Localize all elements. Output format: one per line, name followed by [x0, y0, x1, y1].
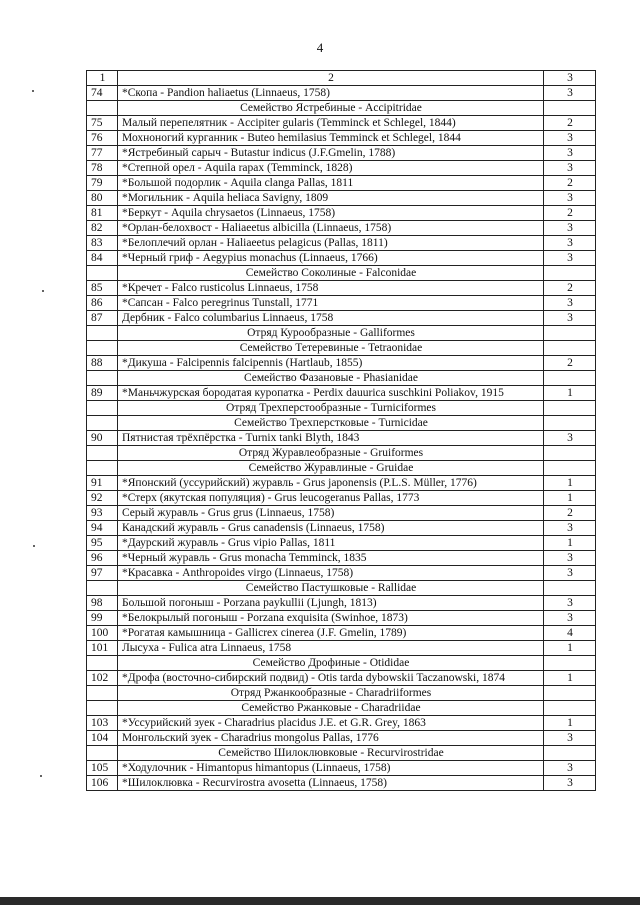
section-cat-cell: [544, 746, 596, 761]
table-row: [87, 221, 596, 236]
species-name: *Черный гриф - Aegypius monachus (Linnaeus, 1766): [118, 251, 544, 266]
species-name: Мохноногий курганник - Buteo hemilasius Temminck et Schlegel, 1844: [118, 131, 544, 146]
section-row: [87, 416, 596, 431]
species-name: Пятнистая трёхпёрстка - Turnix tanki Blyth, 1843: [118, 431, 544, 446]
section-num-cell: [87, 701, 118, 716]
species-number: 86: [87, 296, 118, 311]
species-category: 2: [544, 116, 596, 131]
section-row: [87, 326, 596, 341]
species-name: *Японский (уссурийский) журавль - Grus japonensis (P.L.S. Müller, 1776): [118, 476, 544, 491]
section-num-cell: [87, 746, 118, 761]
section-cat-cell: [544, 461, 596, 476]
section-row: [87, 701, 596, 716]
species-name: *Рогатая камышница - Gallicrex cinerea (J.F. Gmelin, 1789): [118, 626, 544, 641]
table-row: [87, 356, 596, 371]
species-category: 3: [544, 236, 596, 251]
species-category: 2: [544, 356, 596, 371]
section-cat-cell: [544, 656, 596, 671]
species-name: *Большой подорлик - Aquila clanga Pallas, 1811: [118, 176, 544, 191]
species-name: *Кречет - Falco rusticolus Linnaeus, 1758: [118, 281, 544, 296]
section-cat-cell: [544, 326, 596, 341]
table-row: [87, 551, 596, 566]
section-title: Семейство Тетеревиные - Tetraonidae: [118, 341, 544, 356]
species-name: *Скопа - Pandion haliaetus (Linnaeus, 1758): [118, 86, 544, 101]
section-num-cell: [87, 656, 118, 671]
species-category: 3: [544, 161, 596, 176]
species-number: 77: [87, 146, 118, 161]
species-number: 99: [87, 611, 118, 626]
page-number: 4: [316, 40, 324, 55]
section-cat-cell: [544, 701, 596, 716]
species-category: 3: [544, 566, 596, 581]
table-row: [87, 131, 596, 146]
species-number: 80: [87, 191, 118, 206]
species-number: 103: [87, 716, 118, 731]
species-name: Лысуха - Fulica atra Linnaeus, 1758: [118, 641, 544, 656]
species-name: *Шилоклювка - Recurvirostra avosetta (Linnaeus, 1758): [118, 776, 544, 791]
species-category: 3: [544, 731, 596, 746]
species-category: 2: [544, 281, 596, 296]
table-row: [87, 596, 596, 611]
section-row: [87, 101, 596, 116]
species-number: 101: [87, 641, 118, 656]
margin-mark: [40, 775, 42, 777]
section-num-cell: [87, 401, 118, 416]
table-row: [87, 146, 596, 161]
species-category: 3: [544, 296, 596, 311]
species-category: 3: [544, 611, 596, 626]
species-category: 3: [544, 761, 596, 776]
species-name: Малый перепелятник - Accipiter gularis (Temminck et Schlegel, 1844): [118, 116, 544, 131]
species-number: 83: [87, 236, 118, 251]
section-title: Семейство Фазановые - Phasianidae: [118, 371, 544, 386]
section-num-cell: [87, 101, 118, 116]
table-row: [87, 641, 596, 656]
species-number: 75: [87, 116, 118, 131]
section-row: [87, 656, 596, 671]
table-row: [87, 611, 596, 626]
table-row: [87, 296, 596, 311]
species-category: 3: [544, 551, 596, 566]
header-num: 1: [87, 71, 118, 86]
species-name: *Ходулочник - Himantopus himantopus (Linnaeus, 1758): [118, 761, 544, 776]
section-cat-cell: [544, 401, 596, 416]
section-title: Семейство Журавлиные - Gruidae: [118, 461, 544, 476]
species-number: 90: [87, 431, 118, 446]
species-category: 4: [544, 626, 596, 641]
section-row: [87, 746, 596, 761]
species-category: 3: [544, 311, 596, 326]
table-row: [87, 191, 596, 206]
table-row: [87, 566, 596, 581]
section-title: Отряд Трехперстообразные - Turniciformes: [118, 401, 544, 416]
section-cat-cell: [544, 266, 596, 281]
table-row: [87, 536, 596, 551]
section-title: Отряд Журавлеобразные - Gruiformes: [118, 446, 544, 461]
section-num-cell: [87, 326, 118, 341]
species-number: 98: [87, 596, 118, 611]
table-row: [87, 491, 596, 506]
species-category: 1: [544, 641, 596, 656]
species-name: *Белокрылый погоныш - Porzana exquisita (Swinhoe, 1873): [118, 611, 544, 626]
species-number: 82: [87, 221, 118, 236]
species-name: *Беркут - Aquila chrysaetos (Linnaeus, 1758): [118, 206, 544, 221]
species-category: 1: [544, 716, 596, 731]
table-row: [87, 281, 596, 296]
species-category: 2: [544, 176, 596, 191]
species-category: 1: [544, 476, 596, 491]
section-title: Семейство Шилоклювковые - Recurvirostridae: [118, 746, 544, 761]
species-name: *Даурский журавль - Grus vipio Pallas, 1811: [118, 536, 544, 551]
section-cat-cell: [544, 341, 596, 356]
species-number: 88: [87, 356, 118, 371]
section-cat-cell: [544, 686, 596, 701]
species-number: 104: [87, 731, 118, 746]
section-title: Семейство Дрофиные - Otididae: [118, 656, 544, 671]
table-row: [87, 251, 596, 266]
species-category: 3: [544, 431, 596, 446]
species-category: 3: [544, 521, 596, 536]
species-number: 91: [87, 476, 118, 491]
section-title: Отряд Ржанкообразные - Charadriiformes: [118, 686, 544, 701]
species-number: 92: [87, 491, 118, 506]
species-category: 1: [544, 386, 596, 401]
table-row: [87, 731, 596, 746]
section-title: Семейство Ястребиные - Accipitridae: [118, 101, 544, 116]
species-category: 1: [544, 536, 596, 551]
header-category: 3: [544, 71, 596, 86]
section-title: Семейство Соколиные - Falconidae: [118, 266, 544, 281]
species-table-body: [87, 71, 596, 791]
species-name: Монгольский зуек - Charadrius mongolus Pallas, 1776: [118, 731, 544, 746]
species-category: 3: [544, 596, 596, 611]
margin-mark: [32, 90, 34, 92]
species-category: 3: [544, 776, 596, 791]
table-row: [87, 206, 596, 221]
species-number: 95: [87, 536, 118, 551]
table-row: [87, 176, 596, 191]
species-name: *Красавка - Anthropoides virgo (Linnaeus, 1758): [118, 566, 544, 581]
species-category: 1: [544, 671, 596, 686]
table-row: [87, 236, 596, 251]
table-row: [87, 671, 596, 686]
species-number: 78: [87, 161, 118, 176]
species-number: 97: [87, 566, 118, 581]
section-num-cell: [87, 446, 118, 461]
species-name: *Дрофа (восточно-сибирский подвид) - Otis tarda dybowskii Taczanowski, 1874: [118, 671, 544, 686]
table-row: [87, 431, 596, 446]
table-row: [87, 761, 596, 776]
section-row: [87, 266, 596, 281]
species-number: 74: [87, 86, 118, 101]
species-name: *Могильник - Aquila heliaca Savigny, 1809: [118, 191, 544, 206]
section-cat-cell: [544, 581, 596, 596]
table-row: [87, 776, 596, 791]
scan-bottom-edge: [0, 897, 640, 905]
species-name: *Орлан-белохвост - Haliaeetus albicilla (Linnaeus, 1758): [118, 221, 544, 236]
species-name: Дербник - Falco columbarius Linnaeus, 1758: [118, 311, 544, 326]
section-title: Семейство Ржанковые - Charadriidae: [118, 701, 544, 716]
table-header-row: [87, 71, 596, 86]
species-number: 105: [87, 761, 118, 776]
section-cat-cell: [544, 416, 596, 431]
species-name: *Стерх (якутская популяция) - Grus leucogeranus Pallas, 1773: [118, 491, 544, 506]
table-row: [87, 716, 596, 731]
table-row: [87, 521, 596, 536]
section-title: Отряд Курообразные - Galliformes: [118, 326, 544, 341]
section-num-cell: [87, 416, 118, 431]
section-num-cell: [87, 341, 118, 356]
table-row: [87, 506, 596, 521]
species-category: 3: [544, 86, 596, 101]
species-number: 87: [87, 311, 118, 326]
species-number: 93: [87, 506, 118, 521]
table-row: [87, 116, 596, 131]
species-category: 3: [544, 146, 596, 161]
section-row: [87, 686, 596, 701]
species-number: 106: [87, 776, 118, 791]
section-num-cell: [87, 686, 118, 701]
species-number: 84: [87, 251, 118, 266]
header-name: 2: [118, 71, 544, 86]
section-title: Семейство Трехперстковые - Turnicidae: [118, 416, 544, 431]
section-title: Семейство Пастушковые - Rallidae: [118, 581, 544, 596]
species-name: Серый журавль - Grus grus (Linnaeus, 1758): [118, 506, 544, 521]
species-number: 89: [87, 386, 118, 401]
section-num-cell: [87, 461, 118, 476]
species-name: *Сапсан - Falco peregrinus Tunstall, 1771: [118, 296, 544, 311]
section-row: [87, 371, 596, 386]
species-number: 94: [87, 521, 118, 536]
table-row: [87, 86, 596, 101]
species-number: 79: [87, 176, 118, 191]
species-category: 3: [544, 251, 596, 266]
section-cat-cell: [544, 101, 596, 116]
margin-mark: [33, 545, 35, 547]
species-number: 100: [87, 626, 118, 641]
table-row: [87, 311, 596, 326]
section-row: [87, 341, 596, 356]
section-num-cell: [87, 371, 118, 386]
table-row: [87, 161, 596, 176]
section-num-cell: [87, 581, 118, 596]
species-number: 96: [87, 551, 118, 566]
species-name: *Маньчжурская бородатая куропатка - Perdix dauurica suschkini Poliakov, 1915: [118, 386, 544, 401]
species-number: 81: [87, 206, 118, 221]
species-name: *Черный журавль - Grus monacha Temminck, 1835: [118, 551, 544, 566]
section-row: [87, 446, 596, 461]
section-row: [87, 581, 596, 596]
species-category: 2: [544, 506, 596, 521]
table-row: [87, 476, 596, 491]
margin-mark: [42, 290, 44, 292]
table-row: [87, 626, 596, 641]
section-cat-cell: [544, 446, 596, 461]
table-row: [87, 386, 596, 401]
species-number: 85: [87, 281, 118, 296]
species-category: 1: [544, 491, 596, 506]
species-category: 2: [544, 206, 596, 221]
species-category: 3: [544, 131, 596, 146]
species-number: 76: [87, 131, 118, 146]
section-cat-cell: [544, 371, 596, 386]
species-number: 102: [87, 671, 118, 686]
section-row: [87, 461, 596, 476]
section-num-cell: [87, 266, 118, 281]
species-name: *Дикуша - Falcipennis falcipennis (Hartlaub, 1855): [118, 356, 544, 371]
species-name: Канадский журавль - Grus canadensis (Linnaeus, 1758): [118, 521, 544, 536]
species-category: 3: [544, 221, 596, 236]
species-name: *Степной орел - Aquila rapax (Temminck, 1828): [118, 161, 544, 176]
species-name: *Белоплечий орлан - Haliaeetus pelagicus (Pallas, 1811): [118, 236, 544, 251]
species-table: [86, 70, 596, 791]
species-name: *Уссурийский зуек - Charadrius placidus J.E. et G.R. Grey, 1863: [118, 716, 544, 731]
species-category: 3: [544, 191, 596, 206]
species-name: Большой погоныш - Porzana paykullii (Ljungh, 1813): [118, 596, 544, 611]
section-row: [87, 401, 596, 416]
species-name: *Ястребиный сарыч - Butastur indicus (J.F.Gmelin, 1788): [118, 146, 544, 161]
